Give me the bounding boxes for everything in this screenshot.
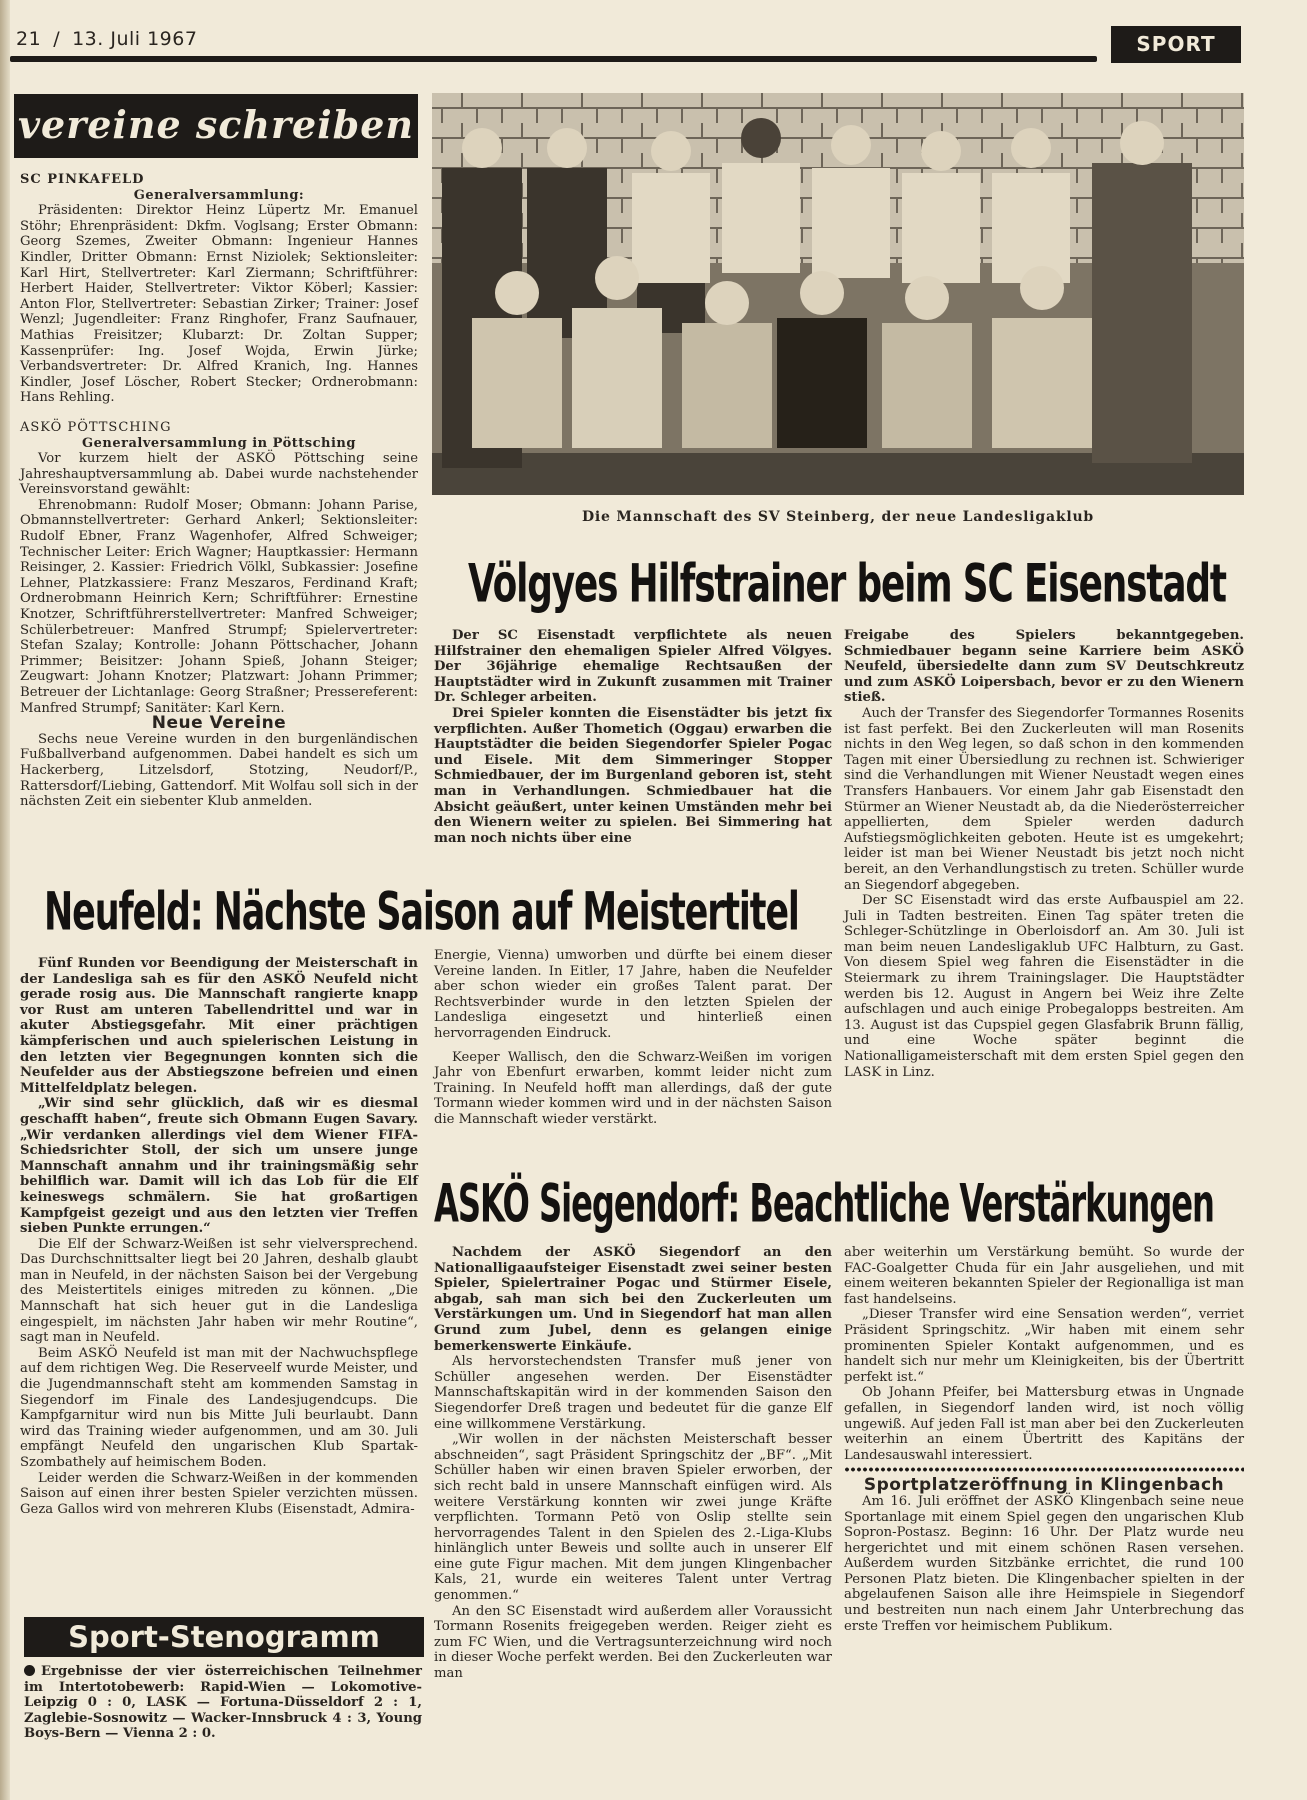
neufeld-paragraph: Die Elf der Schwarz-Weißen ist sehr vielversprechend. Das Durchschnittsalter liegt bei 20 Jahren, deshalb glaubt man in Neufeld, in der nächsten Saison bei der Vergebung des Meistertitels einiges mitreden zu können. „Die Mannschaft hat sich heuer gut in die Landesliga eingespielt, im nächsten Jahr haben wir mehr Routine“, sagt man in Neufeld. bbox=[20, 1236, 418, 1346]
siegendorf-paragraph: Als hervorstechendsten Transfer muß jener von Schüller angesehen werden. Der Eisenstädter Mannschaftskapitän wird in der kommenden Saison den Siegendorfer Dreß tragen und bedeutet für die ganze Elf eine willkommene Verstärkung. bbox=[434, 1354, 832, 1432]
neue-vereine-text: Sechs neue Vereine wurden in den burgenländischen Fußballverband aufgenommen. Dabei handelt es sich um Hackerberg, Litzelsdorf, Stotzing, Neudorf/P., Rattersdorf/Liebing, Gattendorf. Mit Wolfau soll sich in der nächsten Zeit ein siebenter Klub anmelden. bbox=[20, 731, 418, 810]
voelgyes-continuation: Freigabe des Spielers bekanntgegeben. Schmiedbauer begann seine Karriere beim ASKÖ Neufeld, übersiedelte dann zum SV Deutschkreutz und zum ASKÖ Loipersbach, bevor er zu den Wienern stieß. bbox=[844, 628, 1244, 706]
siegendorf-paragraph: An den SC Eisenstadt wird außerdem aller Voraussicht Tormann Rosenits freigegeben werden. Reiger zieht es zum FC Wien, und die Vertragsunterzeichnung wird noch in dieser Woche perfekt werden. Bei den Zuckerleuten war man bbox=[434, 1603, 832, 1682]
siegendorf-paragraph: „Dieser Transfer wird eine Sensation werden“, verriet Präsident Springschitz. „Wir haben mit einem sehr prominenten Spieler Kontakt aufgenommen, und es handelt sich nur mehr um Kleinigkeiten, bis der Übertritt perfekt ist.“ bbox=[844, 1307, 1244, 1385]
vereine-schreiben-banner: vereine schreiben bbox=[14, 94, 418, 158]
siegendorf-paragraph: „Wir wollen in der nächsten Meisterschaft besser abschneiden“, sagt Präsident Springschitz der „BF“. „Mit Schüller haben wir einen braven Spieler erworben, der sich recht bald in unsere Mannschaft einfügen wird. Als weitere Verstärkung konnten wir zwei junge Kräfte verpflichten. Tormann Petö von Oslip stellte sein hervorragendes Talent in den Spielen des 2.-Liga-Klubs hinlänglich unter Beweis und sollte auch in unserer Elf eine gute Figur machen. Mit dem jungen Klingenbacher Kals, 21, wurde ein weiteres Talent unter Vertrag genommen.“ bbox=[434, 1432, 832, 1604]
neufeld-column-2 bbox=[434, 948, 832, 1128]
voelgyes-column-1 bbox=[434, 628, 832, 846]
neufeld-column-1 bbox=[20, 956, 418, 1517]
neufeld-paragraph: Energie, Vienna) umworben und dürfte bei einem dieser Vereine landen. In Eitler, 17 Jahre, haben die Neufelder aber schon wieder ein großes Talent parat. Der Rechtsverbinder wurde in den letzten Spielen der Landesliga eingesetzt und hinterließ einen hervorragenden Eindruck. bbox=[434, 948, 832, 1041]
voelgyes-paragraph: Drei Spieler konnten die Eisenstädter bis jetzt fix verpflichten. Außer Thometich (Oggau) erwarben die Hauptstädter die beiden Siegendorfer Spieler Pogac und Eisele. Mit dem Simmeringer Stopper Schmiedbauer, der im Burgenland geboren ist, steht man in Verhandlungen. Schmiedbauer hat die Absicht geäußert, unter keinen Umständen mehr bei den Wienern weiter zu spielen. Bei Simmering hat man noch nichts über eine bbox=[434, 705, 832, 846]
vereine-column bbox=[20, 172, 418, 810]
page-binding-edge bbox=[0, 0, 10, 1800]
siegendorf-paragraph: aber weiterhin um Verstärkung bemüht. So wurde der FAC-Goalgetter Chuda für ein Jahr ausgeliehen, und mit einem weiteren bekannten Spieler der Regionalliga ist man fast handelseins. bbox=[844, 1245, 1244, 1307]
voelgyes-column-2 bbox=[844, 628, 1244, 1080]
neufeld-paragraph: „Wir sind sehr glücklich, daß wir es diesmal geschafft haben“, freute sich Obmann Eugen Savary. „Wir verdanken allerdings viel dem Wiener FIFA-Schiedsrichter Stoll, der sich um unsere junge Mannschaft annahm und ihr trainingsmäßig sehr behilflich war. Damit will ich das Lob für die Elf keineswegs schmälern. Sie hat großartigen Kampfgeist gezeigt und aus den letzten vier Treffen sieben Punkte errungen.“ bbox=[20, 1096, 418, 1237]
siegendorf-column-1 bbox=[434, 1245, 832, 1682]
siegendorf-paragraph: Ob Johann Pfeifer, bei Mattersburg etwas in Ungnade gefallen, in Siegendorf landen wird, ist noch völlig ungewiß. Auf jeden Fall ist man aber bei den Zuckerleuten weiterhin an einem Übertritt des Kapitäns der Landesauswahl interessiert. bbox=[844, 1385, 1244, 1463]
klingenbach-heading: Sportplatzeröffnung in Klingenbach bbox=[863, 1475, 1225, 1496]
club-name-pinkafeld: SC PINKAFELD bbox=[20, 172, 145, 187]
subhead-poettsching: Generalversammlung in Pöttsching bbox=[82, 435, 356, 451]
header-rule bbox=[10, 56, 1097, 62]
neufeld-paragraph: Leider werden die Schwarz-Weißen in der kommenden Saison auf einen ihrer besten Spieler verzichten müssen. Geza Gallos wird von mehreren Klubs (Eisenstadt, Admira- bbox=[20, 1470, 418, 1517]
siegendorf-column-2 bbox=[844, 1245, 1244, 1634]
page-number: 21 bbox=[16, 28, 42, 50]
klingenbach-text: Am 16. Juli eröffnet der ASKÖ Klingenbach seine neue Sportanlage mit einem Spiel gegen den ungarischen Klub Sopron-Postasz. Beginn: 16 Uhr. Der Platz wurde neu hergerichtet und mit einem schönen Rasen versehen. Außerdem wurden Sitzbänke errichtet, die rund 100 Personen Platz bieten. Die Klingenbacher spielten in der abgelaufenen Saison alle ihre Heimspiele in Siegendorf und bestreiten nun nach einem Jahr Unterbrechung das erste Treffen vor heimischem Publikum. bbox=[844, 1493, 1244, 1634]
voelgyes-paragraph: Der SC Eisenstadt verpflichtete als neuen Hilfstrainer den ehemaligen Spieler Alfred Völgyes. Der 36jährige ehemalige Rechtsaußen der Hauptstädter wird in Zukunft zusammen mit Trainer Dr. Schleger arbeiten. bbox=[434, 628, 832, 706]
stenogramm-column bbox=[24, 1664, 422, 1742]
intro-poettsching: Vor kurzem hielt der ASKÖ Pöttsching seine Jahreshauptversammlung ab. Dabei wurde nachstehender Vereinsvorstand gewählt: bbox=[20, 451, 418, 498]
headline-siegendorf: ASKÖ Siegendorf: Beachtliche Verstärkungen bbox=[434, 1172, 1214, 1235]
team-photo-image bbox=[432, 93, 1244, 495]
bullet-icon bbox=[24, 1665, 35, 1676]
dotted-divider bbox=[844, 1467, 1244, 1472]
text-pinkafeld: Präsidenten: Direktor Heinz Lüpertz Mr. Emanuel Stöhr; Ehrenpräsident: Dkfm. Voglsang; Erster Obmann: Georg Szemes, Zweiter Obmann: Ingenieur Hannes Kindler, Dritter Obmann: Ernst Niziolek; Sektionsleiter: Karl Hirt, Stellvertreter: Karl Ziermann; Schriftführer: Herbert Haider, Stellvertreter: Viktor Köberl; Kassier: Anton Flor, Stellvertreter: Sebastian Zirker; Trainer: Josef Wenzl; Jugendleiter: Franz Ringhofer, Franz Saufnauer, Mathias Freisitzer; Klubarzt: Dr. Zoltan Supper; Kassenprüfer: Ing. Josef Wojda, Erwin Jürke; Verbandsvertreter: Dr. Alfred Kranich, Ing. Hannes Kindler, Josef Löscher, Robert Stecker; Ordnerobmann: Hans Rehling. bbox=[20, 203, 418, 406]
club-name-poettsching: ASKÖ PÖTTSCHING bbox=[20, 419, 172, 435]
masthead bbox=[16, 28, 197, 50]
neue-vereine-heading: Neue Vereine bbox=[151, 713, 287, 734]
masthead-separator: / bbox=[53, 28, 61, 50]
issue-date: 13. Juli 1967 bbox=[72, 28, 198, 50]
headline-neufeld: Neufeld: Nächste Saison auf Meistertitel bbox=[44, 880, 799, 943]
stenogramm-text: Ergebnisse der vier österreichischen Teilnehmer im Intertotobewerb: Rapid-Wien — Lokomotive-Leipzig 0 : 0, LASK — Fortuna-Düsseldorf 2 : 1, Zaglebie-Sosnowitz — Wacker-Innsbruck 4 : 3, Young Boys-Bern — Vienna 2 : 0. bbox=[24, 1664, 422, 1742]
team-photo bbox=[432, 93, 1244, 495]
text-poettsching: Ehrenobmann: Rudolf Moser; Obmann: Johann Parise, Obmannstellvertreter: Gerhard Ankerl; Sektionsleiter: Rudolf Ebner, Franz Wagenhofer, Alfred Schweiger; Technischer Leiter: Erich Wagner; Hauptkassier: Hermann Reisinger, 2. Kassier: Friedrich Völkl, Subkassier: Josefine Lehner, Platzkassiere: Franz Meszaros, Ferdinand Kraft; Ordnerobmann Heinrich Kern; Schriftführer: Ernestine Knotzer, Schriftführerstellvertreter: Manfred Schweiger; Schülerbetreuer: Manfred Strumpf; Spielervertreter: Stefan Szalay; Kontrolle: Johann Pöttschacher, Johann Primmer; Beisitzer: Johann Spieß, Johann Steiger; Zeugwart: Johann Knotzer; Platzwart: Johann Primmer; Betreuer der Lichtanlage: Georg Straßner; Pressereferent: Manfred Strumpf; Sanitäter: Karl Kern. bbox=[20, 497, 418, 716]
siegendorf-paragraph: Nachdem der ASKÖ Siegendorf an den Nationalligaaufsteiger Eisenstadt zwei seiner besten Spieler, Spielertrainer Pogac und Stürmer Eisele, abgab, sah man sich bei den Zuckerleuten um Verstärkungen um. Und in Siegendorf hat man allen Grund zum Jubel, denn es gelangen einige bemerkenswerte Einkäufe. bbox=[434, 1245, 832, 1354]
headline-voelgyes: Völgyes Hilfstrainer beim SC Eisenstadt bbox=[468, 552, 1226, 615]
neufeld-paragraph: Beim ASKÖ Neufeld ist man mit der Nachwuchspflege auf dem richtigen Weg. Die Reserveelf wurde Meister, und die Jugendmannschaft steht am kommenden Samstag in Siegendorf im Finale des Landesjugendcups. Die Kampfgarnitur wird nun bis Mitte Juli beurlaubt. Dann wird das Training wieder aufgenommen, und am 30. Juli empfängt Neufeld den ungarischen Klub Spartak-Szombathely auf heimischem Boden. bbox=[20, 1345, 418, 1470]
neufeld-paragraph: Fünf Runden vor Beendigung der Meisterschaft in der Landesliga sah es für den ASKÖ Neufeld nicht gerade rosig aus. Die Mannschaft rangierte knapp vor Rust am unteren Tabellendrittel und war in akuter Abstiegsgefahr. Mit einer prächtigen kämpferischen und auch spielerischen Leistung in den letzten vier Begegnungen konnten sich die Neufelder aus der Abstiegszone befreien und einen Mittelfeldplatz belegen. bbox=[20, 956, 418, 1096]
section-badge: SPORT bbox=[1111, 26, 1241, 63]
subhead-pinkafeld: Generalversammlung: bbox=[133, 187, 305, 203]
neufeld-paragraph: Keeper Wallisch, den die Schwarz-Weißen im vorigen Jahr von Ebenfurt erwarben, kommt leider nicht zum Training. In Neufeld hofft man allerdings, daß der gute Tormann wieder kommen wird und in der nächsten Saison die Mannschaft wieder verstärkt. bbox=[434, 1049, 832, 1127]
photo-caption: Die Mannschaft des SV Steinberg, der neue Landesligaklub bbox=[581, 509, 1095, 525]
voelgyes-paragraph: Der SC Eisenstadt wird das erste Aufbauspiel am 22. Juli in Tadten bestreiten. Einen Tag später treten die Schleger-Schützlinge in Oberloisdorf an. Am 30. Juli ist man beim neuen Landesligaklub UFC Halbturn, zu Gast. Von diesem Spiel weg fahren die Eisenstädter in die Steiermark zu ihrem Trainingslager. Die Hauptstädter werden bis 12. August in Angern bei Weiz ihre Zelte aufschlagen und auch einige Probegalopps bestreiten. Am 13. August ist das Cupspiel gegen Glasfabrik Brunn fällig, und eine Woche später beginnt die Nationalligameisterschaft mit dem ersten Spiel gegen den LASK in Linz. bbox=[844, 893, 1244, 1080]
voelgyes-paragraph: Auch der Transfer des Siegendorfer Tormannes Rosenits ist fast perfekt. Bei den Zuckerleuten will man Rosenits nichts in den Weg legen, so daß schon in den kommenden Tagen mit einer Übersiedlung zu rechnen ist. Schwieriger sind die Verhandlungen mit Wiener Neustadt wegen eines Transfers Hanbauers. Vor einem Jahr gab Eisenstadt den Stürmer an Wiener Neustadt ab, da die Niederösterreicher appellierten, dem Spieler werden dadurch Aufstiegsmöglichkeiten geboten. Heute ist es umgekehrt; leider ist man bei Wiener Neustadt bis jetzt noch nicht bereit, an den Verhandlungstisch zu treten. Schüller wurde an Siegendorf abgegeben. bbox=[844, 705, 1244, 893]
sport-stenogramm-banner: Sport-Stenogramm bbox=[24, 1617, 424, 1657]
